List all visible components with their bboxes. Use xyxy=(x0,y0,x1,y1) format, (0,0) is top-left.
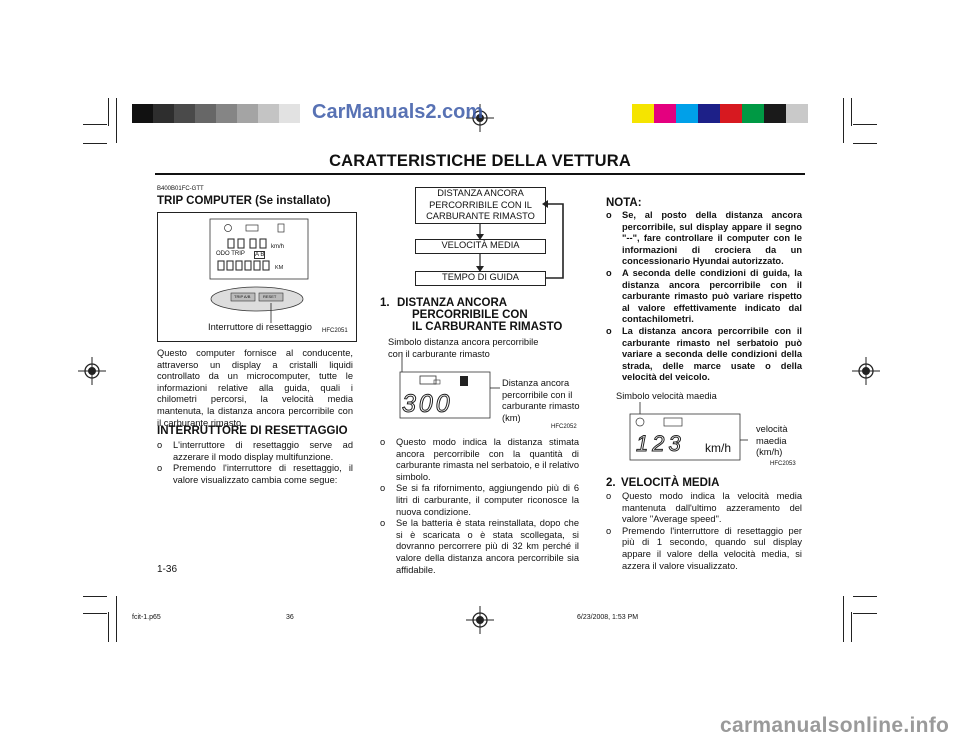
list-item: o A seconda delle condizioni di guida, la distanza ancora percorribile con il carburante rimasto può variare rispetto al valore effettivamente indicato dal contachilometri. xyxy=(606,268,802,326)
color-swatch xyxy=(698,104,720,123)
reset-switch-heading: INTERRUTTORE DI RESETTAGGIO xyxy=(157,425,348,437)
distance-value-label: Distanza ancora percorribile con il carburante rimasto (km) xyxy=(502,378,580,423)
list-item: o Questo modo indica la distanza stimata ancora percorribile con la quantità di carburante rimasta nel serbatoio, e il relativo simbolo. xyxy=(380,437,579,483)
list-item: o L'interruttore di resettaggio serve ad azzerare il modo display multifunzione. xyxy=(157,440,353,463)
color-swatch xyxy=(174,104,195,123)
distance-digits: 300 xyxy=(402,390,453,418)
registration-mark-right xyxy=(852,357,880,385)
section-code: B400B01FC-GTT xyxy=(157,186,204,192)
color-swatch xyxy=(258,104,279,123)
figure-code: HFC2051 xyxy=(322,328,348,334)
color-swatch xyxy=(742,104,764,123)
color-swatch xyxy=(654,104,676,123)
reset-switch-label: Interruttore di resettaggio xyxy=(208,322,312,332)
color-swatch xyxy=(632,104,654,123)
avg-speed-list xyxy=(606,491,802,572)
color-swatch xyxy=(153,104,174,123)
km-unit: KM xyxy=(275,265,284,271)
avg-speed-value-label: velocità maedia (km/h) xyxy=(756,424,788,458)
color-swatch xyxy=(764,104,786,123)
list-item: o La distanza ancora percorribile con il carburante rimasto nel serbatoio può variare a seconda delle condizioni della strada, delle marce usate o della velocità del veicolo. xyxy=(606,326,802,384)
distance-symbol-label: Simbolo distanza ancora percorribile con il carburante rimasto xyxy=(388,337,539,359)
page-title: CARATTERISTICHE DELLA VETTURA xyxy=(329,152,631,170)
registration-mark-bottom xyxy=(466,606,494,634)
list-item: o Se si fa rifornimento, aggiungendo più di 6 litri di carburante, il computer riconosce la nuova condizione. xyxy=(380,483,579,518)
intro-paragraph: Questo computer fornisce al conducente, attraverso un display a cristalli liquidi controllato da un microcomputer, tutte le informazioni relative alla guida, quali i chilometri percorsi, la velocità media mantenuta, la distanza ancora percorribile con il carburante rimasto. xyxy=(157,348,353,428)
flow-box-distance: DISTANZA ANCORA PERCORRIBILE CON IL CARBURANTE RIMASTO xyxy=(415,187,546,224)
color-swatch xyxy=(195,104,216,123)
section-2-title: VELOCITÀ MEDIA xyxy=(621,477,720,489)
speed-unit: km/h xyxy=(271,244,285,250)
flow-arrows xyxy=(470,186,570,286)
footer-file: fcit-1.p65 xyxy=(132,614,161,621)
color-swatch xyxy=(216,104,237,123)
distance-list xyxy=(380,437,579,576)
nota-list xyxy=(606,210,802,384)
list-item: o Premendo l'interruttore di resettaggio per più di 1 secondo, quando sul display appare il valore della velocità media, si azzera il valore visualizzato. xyxy=(606,526,802,572)
avg-speed-symbol-label: Simbolo velocità maedia xyxy=(616,391,717,401)
watermark-top[interactable]: CarManuals2.com xyxy=(312,101,484,123)
color-swatch xyxy=(676,104,698,123)
section-1-title-l3: IL CARBURANTE RIMASTO xyxy=(412,321,563,333)
reset-button[interactable]: RESET xyxy=(263,294,277,299)
avg-speed-digits: 123 xyxy=(636,431,685,456)
trip-ab: A B xyxy=(255,252,265,258)
footer-date: 6/23/2008, 1:53 PM xyxy=(577,614,639,621)
color-swatch xyxy=(786,104,808,123)
flow-box-avg-speed: VELOCITÀ MEDIA xyxy=(415,239,546,254)
section-1-number: 1. xyxy=(380,297,390,309)
section-1-title-l1: DISTANZA ANCORA xyxy=(397,297,508,309)
registration-mark-left xyxy=(78,357,106,385)
list-item: o Premendo l'interruttore di resettaggio, il valore visualizzato cambia come segue: xyxy=(157,463,353,486)
color-swatch xyxy=(132,104,153,123)
avg-speed-figure xyxy=(620,402,750,468)
color-swatch xyxy=(279,104,300,123)
title-rule xyxy=(155,173,805,175)
section-1-title-l2: PERCORRIBILE CON xyxy=(412,309,528,321)
reset-switch-list xyxy=(157,440,353,486)
section-2-number: 2. xyxy=(606,477,616,489)
avg-speed-unit: km/h xyxy=(705,441,732,455)
list-item: o Se, al posto della distanza ancora percorribile, sul display appare il segno "--", fare controllare il computer con le informazioni di crociera da un concessionario Hyundai autorizzato. xyxy=(606,210,802,268)
list-item: o Questo modo indica la velocità media mantenuta dall'ultimo azzeramento del valore "Average speed". xyxy=(606,491,802,526)
page-number: 1-36 xyxy=(157,564,178,575)
flow-box-driving-time: TEMPO DI GUIDA xyxy=(415,271,546,286)
watermark-bottom[interactable]: carmanualsonline.info xyxy=(720,714,950,737)
color-swatch xyxy=(237,104,258,123)
footer-page: 36 xyxy=(286,614,294,621)
odo-trip: ODO TRIP xyxy=(216,251,245,257)
trip-ab-button[interactable]: TRIP A/B xyxy=(234,294,251,299)
list-item: o Se la batteria è stata reinstallata, dopo che si è scaricata o è stata scollegata, si dovranno percorrere più di 32 km perché il valore della distanza ancora percorribile sia affidabile. xyxy=(380,518,579,576)
nota-title: NOTA: xyxy=(606,197,642,209)
color-swatch xyxy=(720,104,742,123)
figure-code: HFC2052 xyxy=(551,424,577,430)
trip-computer-figure xyxy=(157,212,357,342)
figure-code: HFC2053 xyxy=(770,461,796,467)
section-heading: TRIP COMPUTER (Se installato) xyxy=(157,195,331,207)
